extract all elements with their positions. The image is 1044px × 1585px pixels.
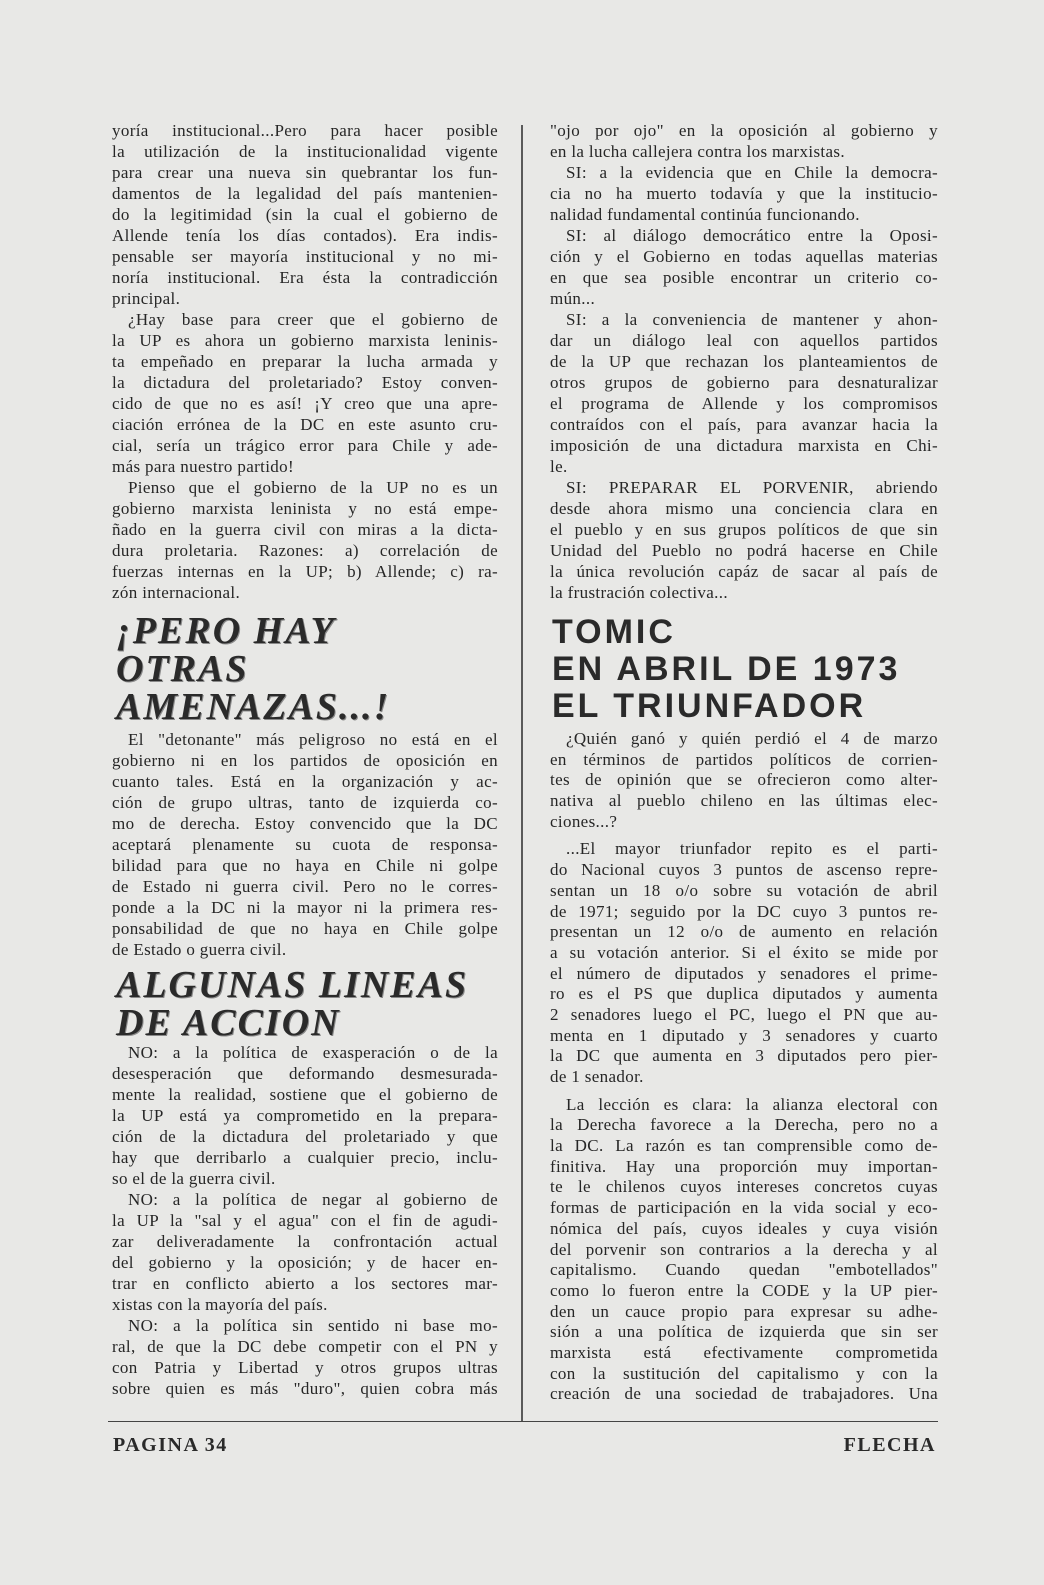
heading-line: ALGUNAS LINEAS — [116, 964, 469, 1006]
text-line: mo de derecha. Estoy convencido que la DC — [112, 814, 498, 833]
text-line: de 1971; seguido por la DC cuyo 3 puntos re- — [550, 901, 938, 921]
text-line: ro es el PS que duplica diputados y aumenta — [550, 984, 938, 1004]
paragraph — [112, 1189, 498, 1315]
text-line: Allende tenía los días contados). Era indis- — [112, 226, 498, 245]
text-line: de 1 senador. — [550, 1067, 644, 1086]
text-line: la UP está ya comprometido en la prepara- — [112, 1106, 498, 1125]
paragraph — [550, 309, 938, 477]
text-line: ciación errónea de la DC en este asunto cru- — [112, 415, 498, 434]
text-line: zar deliveradamente la confrontación actual — [112, 1232, 498, 1251]
text-line: den un cauce propio para expresar su adhe- — [550, 1301, 938, 1321]
right-column-article-text — [550, 729, 938, 1405]
text-line: la UP es ahora un gobierno marxista leninis- — [112, 331, 498, 350]
text-line: NO: a la política de exasperación o de la — [128, 1043, 498, 1062]
page-number: PAGINA 34 — [113, 1434, 228, 1456]
text-line: la Derecha favorece a la Derecha, pero no a — [550, 1115, 938, 1135]
publication-name: FLECHA — [843, 1434, 936, 1456]
text-line: ción de la dictadura del proletariado y que — [112, 1127, 498, 1146]
text-line: la frustración colectiva... — [550, 583, 728, 602]
text-line: SI: a la conveniencia de mantener y ahon- — [566, 310, 938, 329]
text-line: más para nuestro partido! — [112, 457, 294, 476]
text-line: ñado en la guerra civil con miras a la dicta- — [112, 520, 498, 539]
text-line: SI: a la evidencia que en Chile la democra- — [566, 163, 938, 182]
text-line: gobierno ni en los partidos de oposición en — [112, 751, 498, 770]
text-line: "ojo por ojo" en la oposición al gobierno y — [550, 121, 938, 140]
heading-line: EL TRIUNFADOR — [552, 687, 867, 725]
text-line: a su votación anterior. Si el éxito se mide por — [550, 942, 938, 962]
text-line: principal. — [112, 289, 181, 308]
left-column-intro-text — [112, 120, 498, 603]
paragraph — [112, 477, 498, 603]
text-line: Unidad del Pueblo no podrá hacerse en Chile — [550, 541, 938, 560]
text-line: cia no ha muerto todavía y que la institucio- — [550, 184, 938, 203]
text-line: cial, sería un trágico error para Chile y ade- — [112, 436, 498, 455]
text-line: del gobierno y la oposición; y de hacer en- — [112, 1253, 498, 1272]
text-line: noría institucional. Era ésta la contradicción — [112, 268, 498, 287]
heading-line: AMENAZAS...! — [116, 686, 391, 728]
heading-line: TOMIC — [552, 613, 676, 651]
section-heading-otras-amenazas — [116, 612, 390, 726]
text-line: bilidad para que no haya en Chile ni golpe — [112, 856, 498, 875]
text-line: en términos de partidos políticos de corrien- — [550, 749, 938, 769]
text-line: nómica del país, cuyos ideales y cuya visión — [550, 1218, 938, 1238]
text-line: dura proletaria. Razones: a) correlación de — [112, 541, 498, 560]
text-line: sentan un 18 o/o sobre su votación de abril — [550, 880, 938, 900]
text-line: el programa de Allende y los compromisos — [550, 394, 938, 413]
text-line: sobre quien es más "duro", quien cobra más — [112, 1379, 498, 1398]
text-line: yoría institucional...Pero para hacer posible — [112, 121, 498, 140]
heading-line: EN ABRIL DE 1973 — [552, 650, 901, 688]
text-line: do Nacional cuyos 3 puntos de ascenso repre- — [550, 860, 938, 880]
text-line: contraídos con el país, para avanzar hacia la — [550, 415, 938, 434]
text-line: en la lucha callejera contra los marxistas. — [550, 142, 845, 161]
text-line: menta en 1 diputado y 3 senadores y cuarto — [550, 1025, 938, 1045]
paragraph — [550, 839, 938, 1087]
text-line: creación de una sociedad de trabajadores. Una — [550, 1384, 938, 1404]
text-line: para crear una nueva sin quebrantar los fun- — [112, 163, 498, 182]
text-line: capitalismo. Cuando quedan "embotellados" — [550, 1260, 938, 1280]
paragraph — [550, 120, 938, 162]
text-line: ¿Hay base para creer que el gobierno de — [128, 310, 498, 329]
paragraph — [550, 729, 938, 832]
section-heading-lineas-de-accion — [116, 966, 468, 1042]
paragraph — [550, 477, 938, 603]
text-line: NO: a la política de negar al gobierno de — [128, 1190, 498, 1209]
paragraph — [550, 1095, 938, 1405]
text-line: de la UP que rechazan los planteamientos de — [550, 352, 938, 371]
text-line: la utilización de la institucionalidad vigente — [112, 142, 498, 161]
text-line: tes de opinión que se ofrecieron como alter- — [550, 770, 938, 790]
paragraph — [112, 729, 498, 960]
heading-line: ¡PERO HAY — [116, 610, 336, 652]
text-line: ciones...? — [550, 811, 618, 831]
text-line: NO: a la política sin sentido ni base mo- — [128, 1316, 498, 1335]
text-line: imposición de una dictadura marxista en Chi- — [550, 436, 938, 455]
text-line: zón internacional. — [112, 583, 241, 602]
text-line: gobierno marxista leninista y no está empe- — [112, 499, 498, 518]
text-line: aceptará plenamente su cuota de responsa- — [112, 835, 498, 854]
text-line: con Patria y Libertad y otros grupos ultras — [112, 1358, 498, 1377]
text-line: SI: al diálogo democrático entre la Oposi- — [566, 226, 938, 245]
text-line: la dictadura del proletariado? Estoy conven- — [112, 373, 498, 392]
text-line: mente la realidad, sostiene que el gobierno de — [112, 1085, 498, 1104]
text-line: desde ahora mismo una conciencia clara en — [550, 499, 938, 518]
text-line: ción y el Gobierno en todas aquellas materias — [550, 247, 938, 266]
text-line: con la sustitución del capitalismo y con la — [550, 1363, 938, 1383]
left-column-section-2-text — [112, 1042, 498, 1399]
text-line: en que sea posible encontrar un criterio co- — [550, 268, 938, 287]
text-line: la DC. La razón es tan comprensible como de- — [550, 1136, 938, 1156]
text-line: SI: PREPARAR EL PORVENIR, abriendo — [566, 478, 938, 497]
text-line: finitiva. Hay una proporción muy importan- — [550, 1156, 938, 1176]
text-line: damentos de la legalidad del país mantenien- — [112, 184, 498, 203]
text-line: Pienso que el gobierno de la UP no es un — [128, 478, 498, 497]
text-line: ral, de que la DC debe competir con el PN y — [112, 1337, 498, 1356]
paragraph — [112, 309, 498, 477]
text-line: so el de la guerra civil. — [112, 1169, 276, 1188]
column-divider — [521, 125, 523, 1421]
text-line: otros grupos de gobierno para desnaturalizar — [550, 373, 938, 392]
text-line: la UP la "sal y el agua" con el fin de agudi- — [112, 1211, 498, 1230]
text-line: ¿Quién ganó y quién perdió el 4 de marzo — [566, 729, 938, 748]
text-line: de Estado ni guerra civil. Pero no le corres- — [112, 877, 498, 896]
text-line: nalidad fundamental continúa funcionando. — [550, 205, 860, 224]
text-line: la única revolución capáz de sacar al país de — [550, 562, 938, 581]
text-line: sión a una política de izquierda que sin ser — [550, 1322, 938, 1342]
text-line: xistas con la mayoría del país. — [112, 1295, 328, 1314]
paragraph — [550, 162, 938, 225]
text-line: mún... — [550, 289, 596, 308]
text-line: presentan un 12 o/o de aumento en relación — [550, 922, 938, 942]
text-line: do la legitimidad (sin la cual el gobierno de — [112, 205, 498, 224]
text-line: el número de diputados y senadores el prime- — [550, 963, 938, 983]
left-column-section-1-text — [112, 729, 498, 960]
text-line: te le chilenos cuyos intereses concretos cuyas — [550, 1177, 938, 1197]
text-line: marxista está efectivamente comprometida — [550, 1342, 938, 1362]
text-line: la DC que aumenta en 3 diputados pero pier- — [550, 1046, 938, 1066]
text-line: La lección es clara: la alianza electoral con — [566, 1094, 938, 1114]
text-line: cuanto tales. Está en la organización y ac- — [112, 772, 498, 791]
text-line: cido de que no es así! ¡Y creo que una apre- — [112, 394, 498, 413]
text-line: ción de grupo ultras, tanto de izquierda co- — [112, 793, 498, 812]
paragraph — [112, 1042, 498, 1189]
text-line: 2 senadores luego el PC, luego el PN que au- — [550, 1004, 938, 1024]
text-line: nativa al pueblo chileno en las últimas elec- — [550, 791, 938, 811]
text-line: fuerzas internas en la UP; b) Allende; c) ra- — [112, 562, 498, 581]
text-line: formas de participación en la vida social y eco- — [550, 1198, 938, 1218]
text-line: pensable ser mayoría institucional y no mi- — [112, 247, 498, 266]
text-line: desesperación que deformando desmesurada- — [112, 1064, 498, 1083]
text-line: ta empeñado en preparar la lucha armada y — [112, 352, 498, 371]
text-line: de Estado o guerra civil. — [112, 940, 287, 959]
text-line: ponsabilidad de que no haya en Chile golpe — [112, 919, 498, 938]
text-line: del porvenir son contrarios a la derecha y al — [550, 1239, 938, 1259]
paragraph — [112, 1315, 498, 1399]
paragraph — [550, 225, 938, 309]
right-column-intro-text — [550, 120, 938, 603]
heading-line: DE ACCION — [116, 1002, 341, 1044]
paragraph — [112, 120, 498, 309]
text-line: el pueblo y en sus grupos políticos de que sin — [550, 520, 938, 539]
text-line: trar en conflicto abierto a los sectores mar- — [112, 1274, 498, 1293]
text-line: ...El mayor triunfador repito es el parti- — [566, 839, 938, 859]
text-line: como lo fueron entre la CODE y la UP pier- — [550, 1280, 938, 1300]
heading-line: OTRAS — [116, 648, 249, 690]
footer-rule — [108, 1421, 938, 1422]
text-line: El "detonante" más peligroso no está en el — [128, 730, 498, 749]
text-line: ponde a la DC ni la mayor ni la primera res- — [112, 898, 498, 917]
text-line: le. — [550, 457, 568, 476]
text-line: hay que derribarlo a cualquier precio, inclu- — [112, 1148, 498, 1167]
text-line: dar un diálogo leal con aquellos partidos — [550, 331, 938, 350]
article-heading-tomic — [552, 614, 900, 725]
